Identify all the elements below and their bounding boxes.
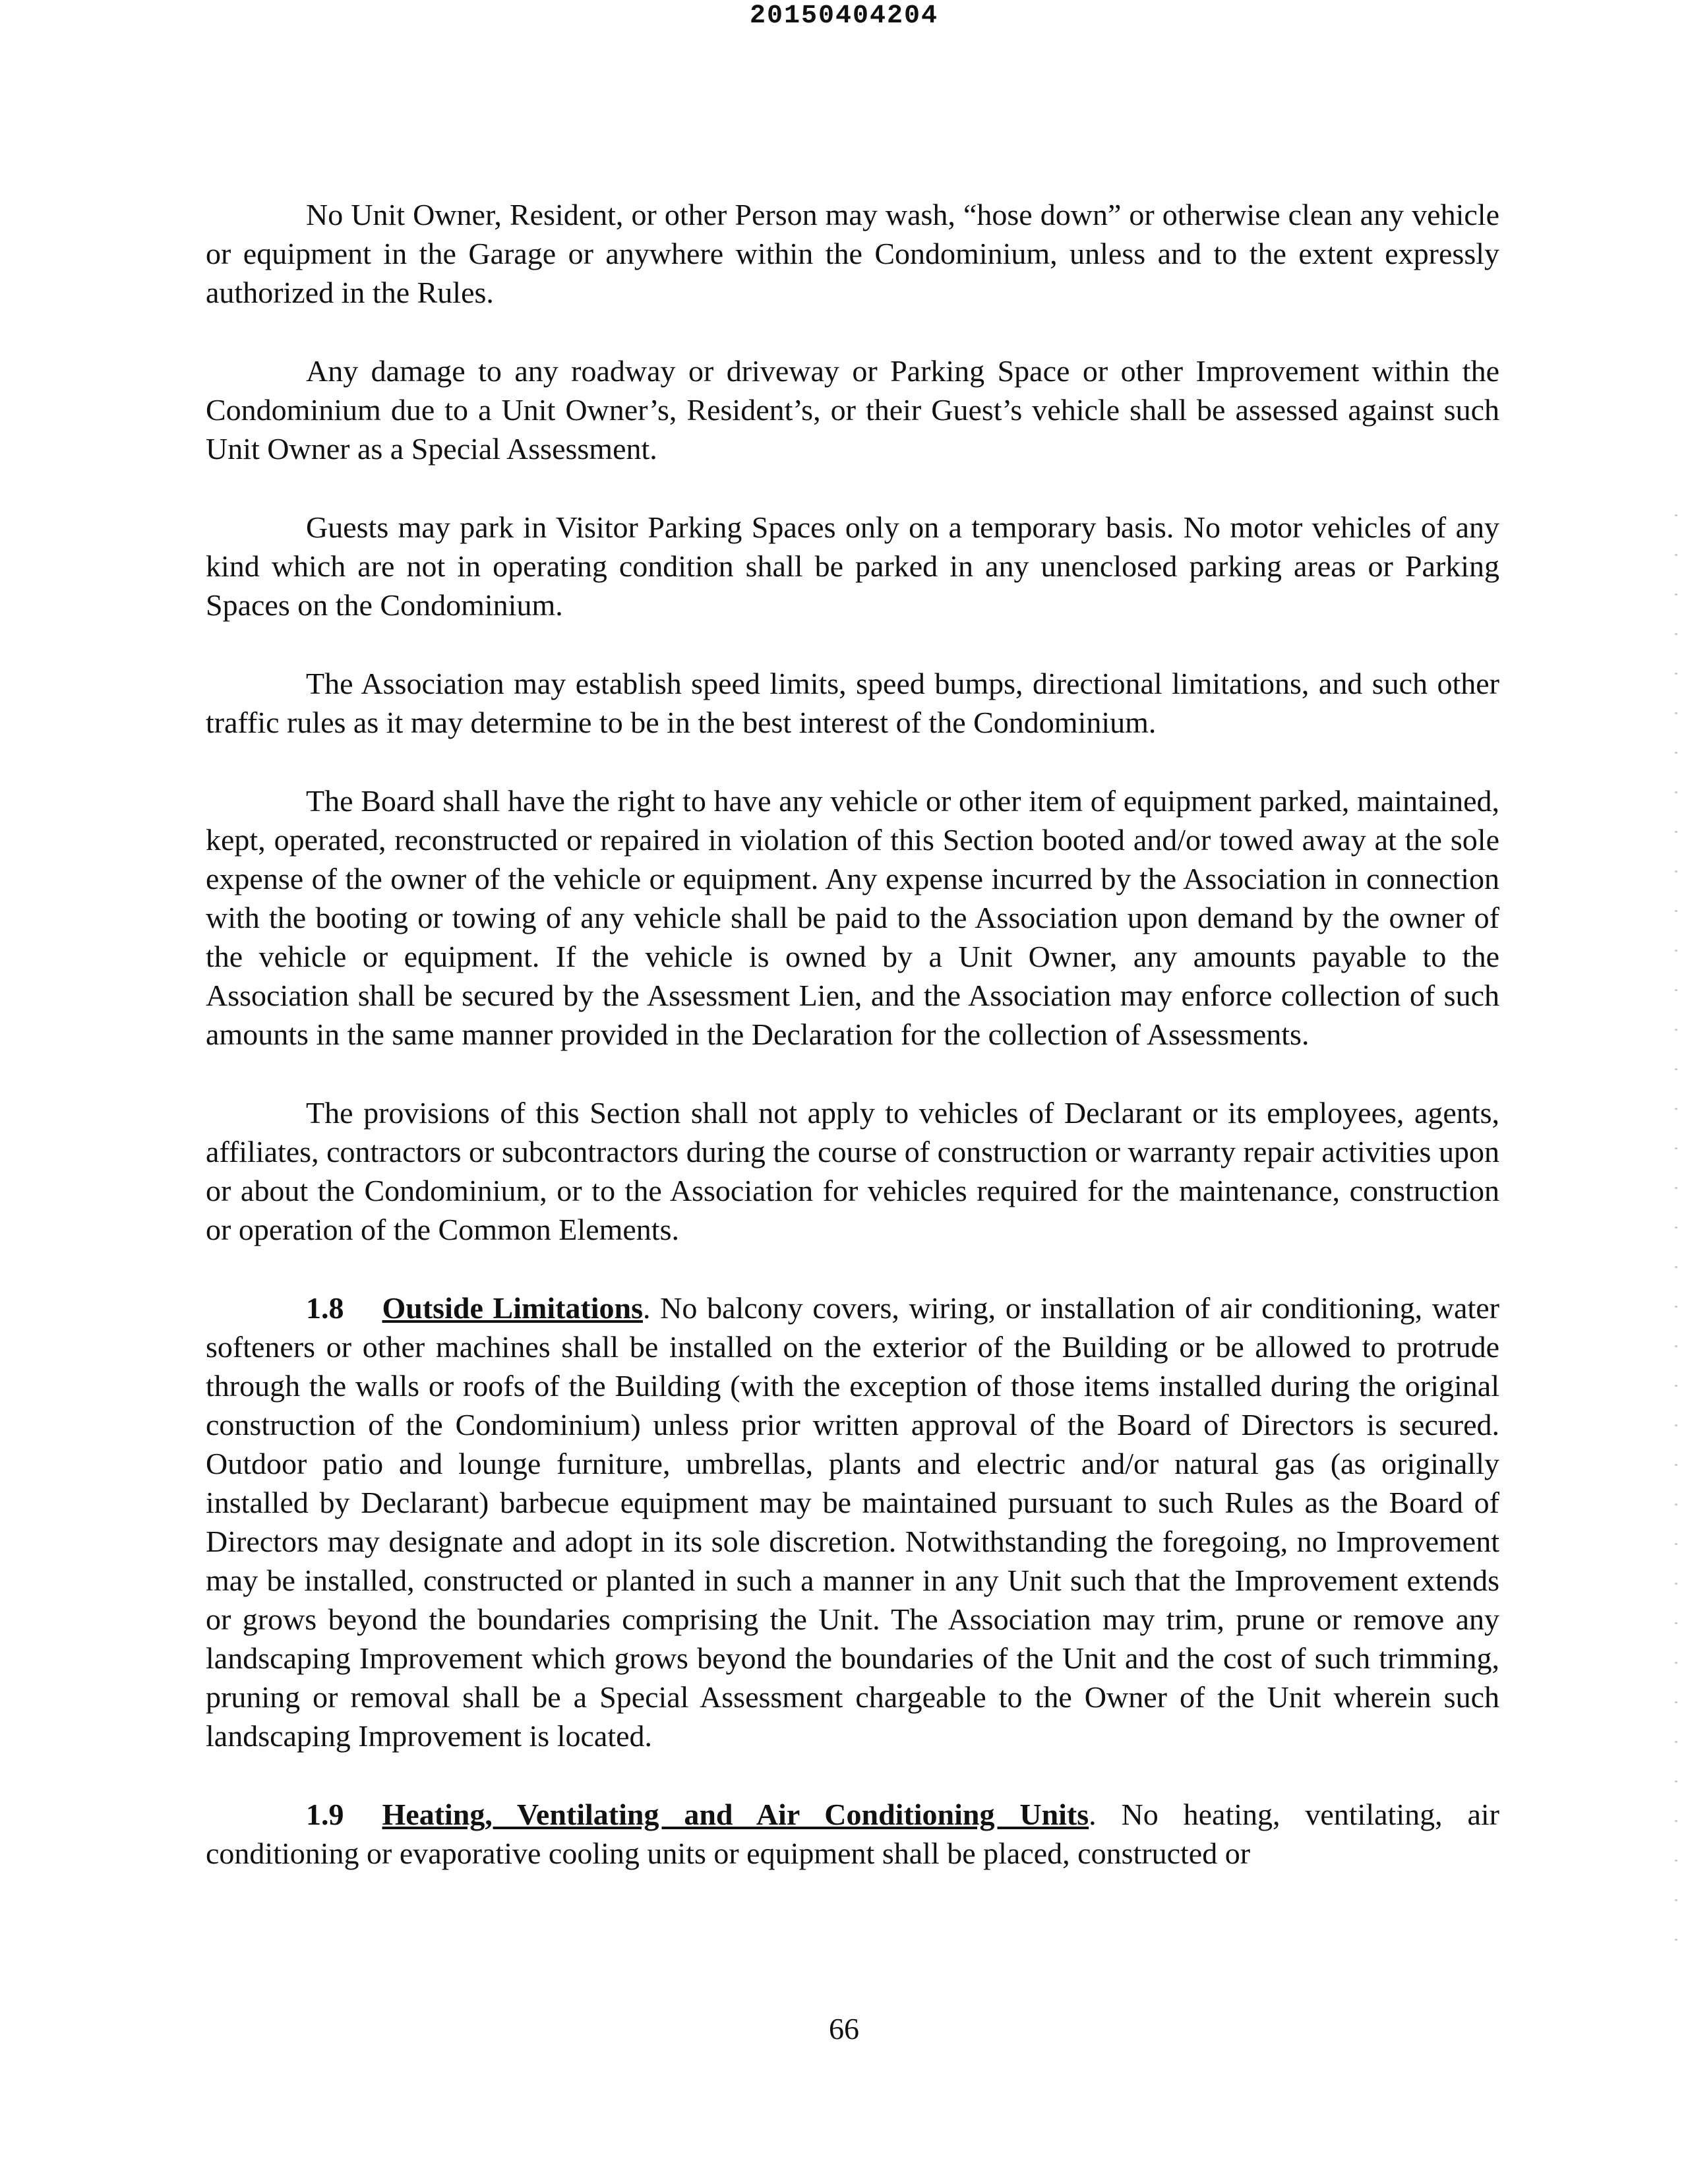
paragraph-guest-parking: Guests may park in Visitor Parking Spaces only on a temporary basis. No motor vehicles of any kind which are not in operating condition shall be parked in any unenclosed parking areas or Parking Spaces on the Condominium. [206, 510, 1499, 622]
page-number: 66 [829, 2012, 859, 2046]
document-number: 20150404204 [749, 1, 939, 31]
paragraph-towing: The Board shall have the right to have any vehicle or other item of equipment parked, maintained, kept, operated, reconstructed or repaired in violation of this Section booted and/or towed away at the sole expense of the owner of the vehicle or equipment. Any expense incurred by the Association in connection with the booting or towing of any vehicle shall be paid to the Association upon demand by the owner of the vehicle or equipment. If the vehicle is owned by a Unit Owner, any amounts payable to the Association shall be secured by the Assessment Lien, and the Association may enforce collection of such amounts in the same manner provided in the Declaration for the collection of Assessments. [206, 784, 1499, 1051]
section-title: Outside Limitations [382, 1291, 643, 1325]
section-title: Heating, Ventilating and Air Conditioning Units [382, 1798, 1089, 1831]
paragraph-vehicle-washing: No Unit Owner, Resident, or other Person may wash, “hose down” or otherwise clean any vehicle or equipment in the Garage or anywhere within the Condominium, unless and to the extent expressly authorized in the Rules. [206, 198, 1499, 309]
section-number: 1.8 [306, 1291, 344, 1325]
section-text: . No heating, ventilating, air conditioning or evaporative cooling units or equipment shall be placed, constructed or [206, 1798, 1499, 1870]
paragraph-traffic-rules: The Association may establish speed limits, speed bumps, directional limitations, and such other traffic rules as it may determine to be in the best interest of the Condominium. [206, 667, 1499, 739]
scan-edge-marks [1675, 514, 1677, 1965]
section-1-8 [206, 1289, 1499, 1755]
section-number: 1.9 [306, 1798, 344, 1831]
paragraph-damage-assessment: Any damage to any roadway or driveway or Parking Space or other Improvement within the Condominium due to a Unit Owner’s, Resident’s, or their Guest’s vehicle shall be assessed against such Unit Owner as a Special Assessment. [206, 354, 1499, 466]
section-text: . No balcony covers, wiring, or installation of air conditioning, water softeners or other machines shall be installed on the exterior of the Building or be allowed to protrude through the walls or roofs of the Building (with the exception of those items installed during the original construction of the Condominium) unless prior written approval of the Board of Directors is secured. Outdoor patio and lounge furniture, umbrellas, plants and electric and/or natural gas (as originally installed by Declarant) barbecue equipment may be maintained pursuant to such Rules as the Board of Directors may designate and adopt in its sole discretion. Notwithstanding the foregoing, no Improvement may be installed, constructed or planted in such a manner in any Unit such that the Improvement extends or grows beyond the boundaries comprising the Unit. The Association may trim, prune or remove any landscaping Improvement which grows beyond the boundaries of the Unit and the cost of such trimming, pruning or removal shall be a Special Assessment chargeable to the Owner of the Unit wherein such landscaping Improvement is located. [206, 1291, 1499, 1753]
document-body [206, 195, 1499, 1912]
paragraph-declarant-exemption: The provisions of this Section shall not apply to vehicles of Declarant or its employees, agents, affiliates, contractors or subcontractors during the course of construction or warranty repair activities upon or about the Condominium, or to the Association for vehicles required for the maintenance, construction or operation of the Common Elements. [206, 1096, 1499, 1246]
section-1-9 [206, 1795, 1499, 1873]
